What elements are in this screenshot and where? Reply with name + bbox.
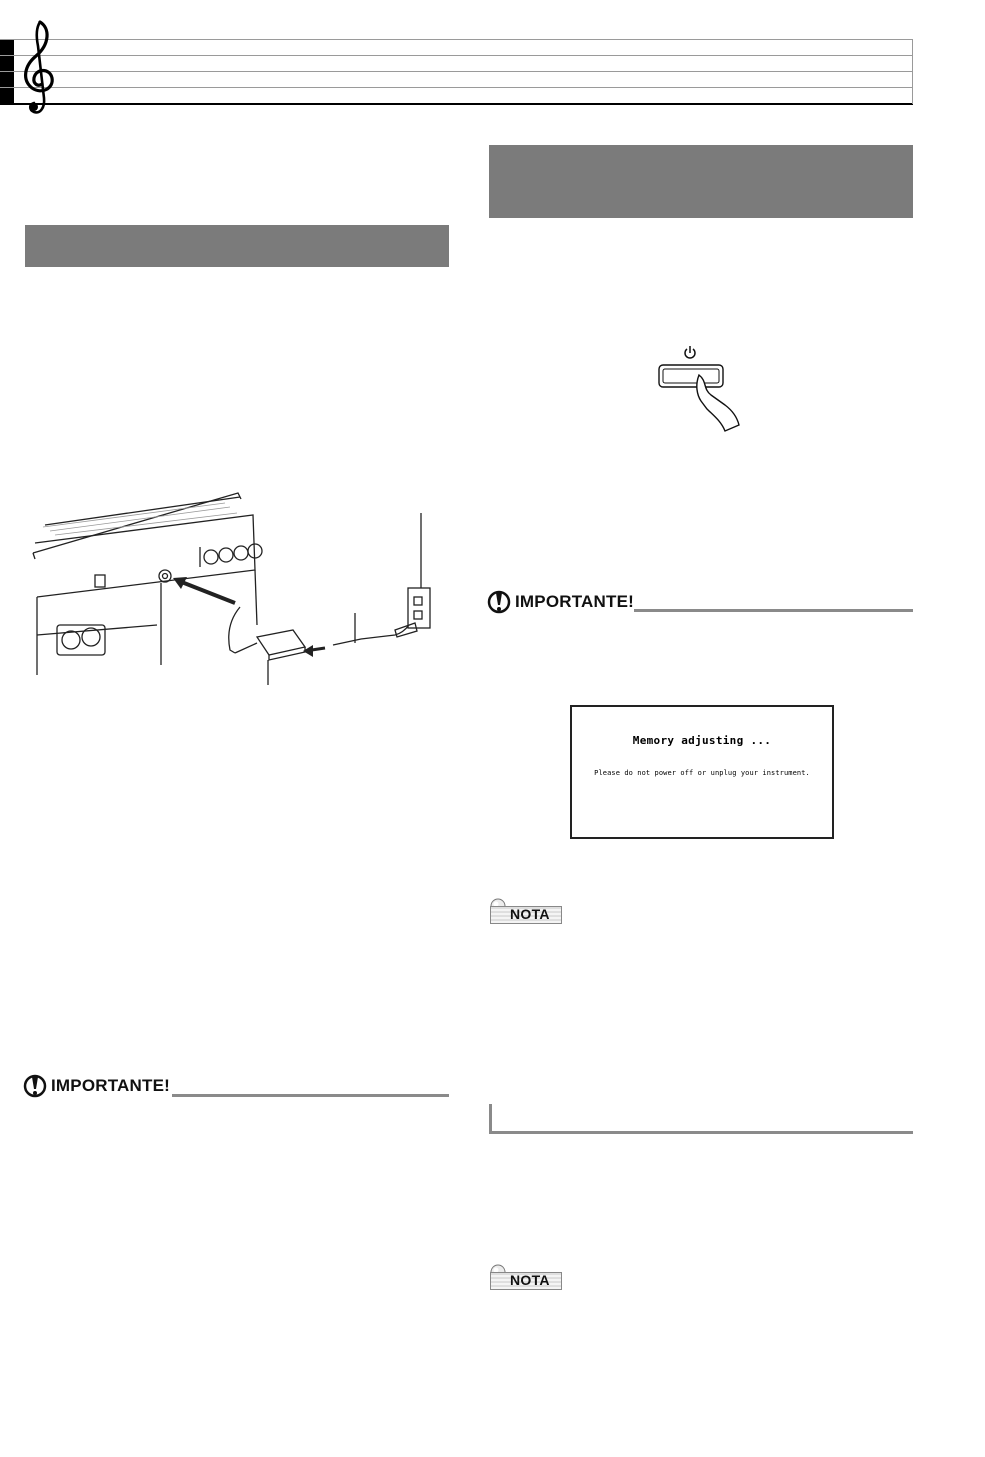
staff-line bbox=[0, 71, 913, 72]
screen-title: Memory adjusting ... bbox=[632, 734, 772, 747]
important-label: IMPORTANTE! bbox=[515, 592, 634, 611]
staff-bottom-rule bbox=[0, 103, 913, 105]
note-label: NOTA bbox=[510, 906, 550, 922]
chapter-tab bbox=[0, 40, 14, 104]
staff-line bbox=[0, 39, 913, 40]
ac-adaptor-connection-illustration bbox=[25, 485, 445, 695]
exclamation-icon bbox=[23, 1073, 47, 1099]
staff-end-bar bbox=[912, 39, 913, 104]
screen-message: Please do not power off or unplug your instrument. bbox=[594, 769, 810, 777]
power-button-illustration bbox=[655, 345, 750, 435]
treble-clef-icon bbox=[14, 18, 62, 120]
section-heading-bar bbox=[489, 145, 913, 218]
section-heading-bar bbox=[25, 225, 449, 267]
staff-line bbox=[0, 55, 913, 56]
display-screen bbox=[570, 705, 834, 839]
note-label: NOTA bbox=[510, 1272, 550, 1288]
important-label: IMPORTANTE! bbox=[51, 1076, 170, 1095]
subsection-heading bbox=[489, 1104, 913, 1134]
exclamation-icon bbox=[487, 589, 511, 615]
power-icon bbox=[685, 346, 695, 358]
staff-line bbox=[0, 87, 913, 88]
important-rule bbox=[634, 609, 913, 612]
important-rule bbox=[172, 1094, 449, 1097]
